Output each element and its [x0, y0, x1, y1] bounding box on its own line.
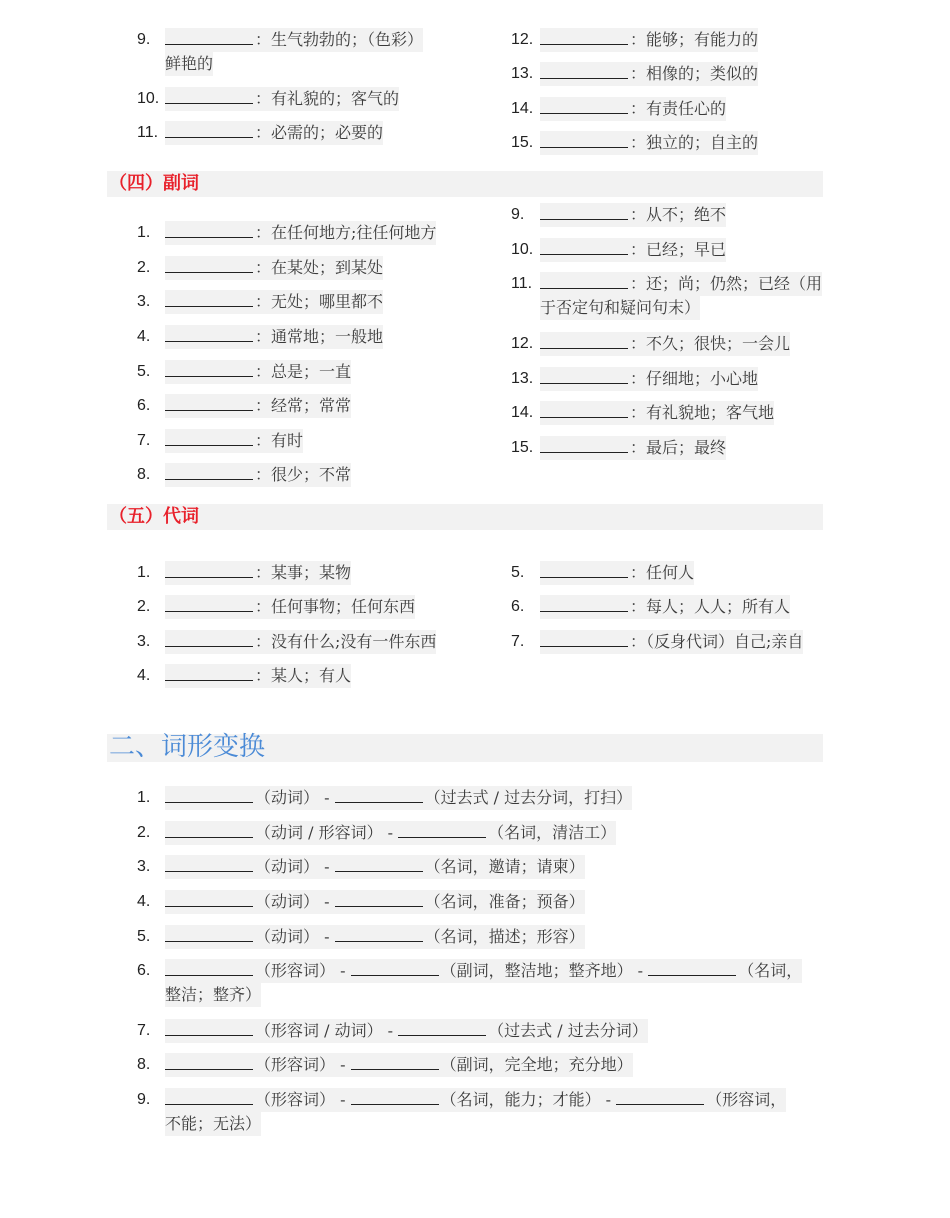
answer-blank[interactable] [165, 959, 253, 976]
worksheet-page: 9. ：生气勃勃的；（色彩） 鲜艳的 10. ：有礼貌的；客气的 11. ：必需的；必要的 12. ：能够；有能力的 13. ：相像的；类似的 14. ：有责任心的 15. ：独立的；自主的 （四）副词 1. ：在任何地方;往任何地方 2. ：在某处；到某处 3. ：无处；哪里都不 4. ：通常地；一般地 5. ：总是；一直 6. ：经常；常常 7. ：有时 8. ：很少；不常 9. ：从不；绝不 10. ：已经；早已 11. ：还；尚；仍然；已经（用 于否定句和疑问句末） 12. ：不久；很快；一会儿 13. ：仔细地；小心地 14. ：有礼貌地；客气地 15. ：最后；最终 （五）代词 1. ：某事；某物 2. ：任何事物；任何东西 3. ：没有什么;没有一件东西 4. ：某人；有人 5. ：任何人 6. ：每人；人人；所有人 7. ：（反身代词）自己;亲自 二、词形变换 1. （动词） - （过去式 / 过去分词，打扫） 2. （动词 / 形容词） - （名词，清洁工） 3. （动词） - （名词，邀请；请柬） 4. （动词） - （名词，准备；预备） 5. （动词） - （名词，描述；形容） 6. （形容词） - （副词，整洁地；整齐地） - （名词， 整洁；整齐） 7. （形容词 / 动词） - （过去式 / 过去分词） 8. （形容词） - （副词，完全地；充分地） 9. （形容词） - （名词，能力；才能） - （形容词， 不能；无法） [0, 0, 950, 1218]
answer-blank[interactable] [335, 925, 423, 942]
answer-blank[interactable] [648, 959, 736, 976]
answer-blank[interactable] [398, 821, 486, 838]
answer-blank[interactable] [540, 561, 628, 578]
answer-blank[interactable] [165, 664, 253, 681]
answer-blank[interactable] [335, 855, 423, 872]
answer-blank[interactable] [165, 463, 253, 480]
answer-blank[interactable] [540, 203, 628, 220]
answer-blank[interactable] [165, 855, 253, 872]
answer-blank[interactable] [351, 1053, 439, 1070]
answer-blank[interactable] [351, 959, 439, 976]
answer-blank[interactable] [165, 325, 253, 342]
answer-blank[interactable] [616, 1088, 704, 1105]
answer-blank[interactable] [335, 890, 423, 907]
answer-blank[interactable] [165, 429, 253, 446]
answer-blank[interactable] [165, 595, 253, 612]
answer-blank[interactable] [540, 97, 628, 114]
answer-blank[interactable] [540, 131, 628, 148]
answer-blank[interactable] [540, 62, 628, 79]
answer-blank[interactable] [540, 401, 628, 418]
answer-blank[interactable] [165, 394, 253, 411]
answer-blank[interactable] [165, 221, 253, 238]
answer-blank[interactable] [165, 1053, 253, 1070]
part2-heading: 二、词形变换 [107, 734, 823, 762]
answer-blank[interactable] [540, 238, 628, 255]
answer-blank[interactable] [540, 367, 628, 384]
answer-blank[interactable] [165, 630, 253, 647]
answer-blank[interactable] [540, 332, 628, 349]
answer-blank[interactable] [540, 436, 628, 453]
answer-blank[interactable] [165, 1088, 253, 1105]
answer-blank[interactable] [540, 28, 628, 45]
answer-blank[interactable] [540, 595, 628, 612]
answer-blank[interactable] [398, 1019, 486, 1036]
answer-blank[interactable] [335, 786, 423, 803]
section-pronoun-header: （五）代词 [107, 504, 823, 530]
answer-blank[interactable] [165, 360, 253, 377]
answer-blank[interactable] [165, 561, 253, 578]
answer-blank[interactable] [540, 272, 628, 289]
answer-blank[interactable] [165, 786, 253, 803]
answer-blank[interactable] [165, 925, 253, 942]
answer-blank[interactable] [165, 290, 253, 307]
answer-blank[interactable] [165, 256, 253, 273]
answer-blank[interactable] [351, 1088, 439, 1105]
section-adverb-header: （四）副词 [107, 171, 823, 197]
answer-blank[interactable] [165, 28, 253, 45]
answer-blank[interactable] [165, 1019, 253, 1036]
answer-blank[interactable] [165, 890, 253, 907]
answer-blank[interactable] [165, 87, 253, 104]
answer-blank[interactable] [165, 121, 253, 138]
answer-blank[interactable] [165, 821, 253, 838]
answer-blank[interactable] [540, 630, 628, 647]
